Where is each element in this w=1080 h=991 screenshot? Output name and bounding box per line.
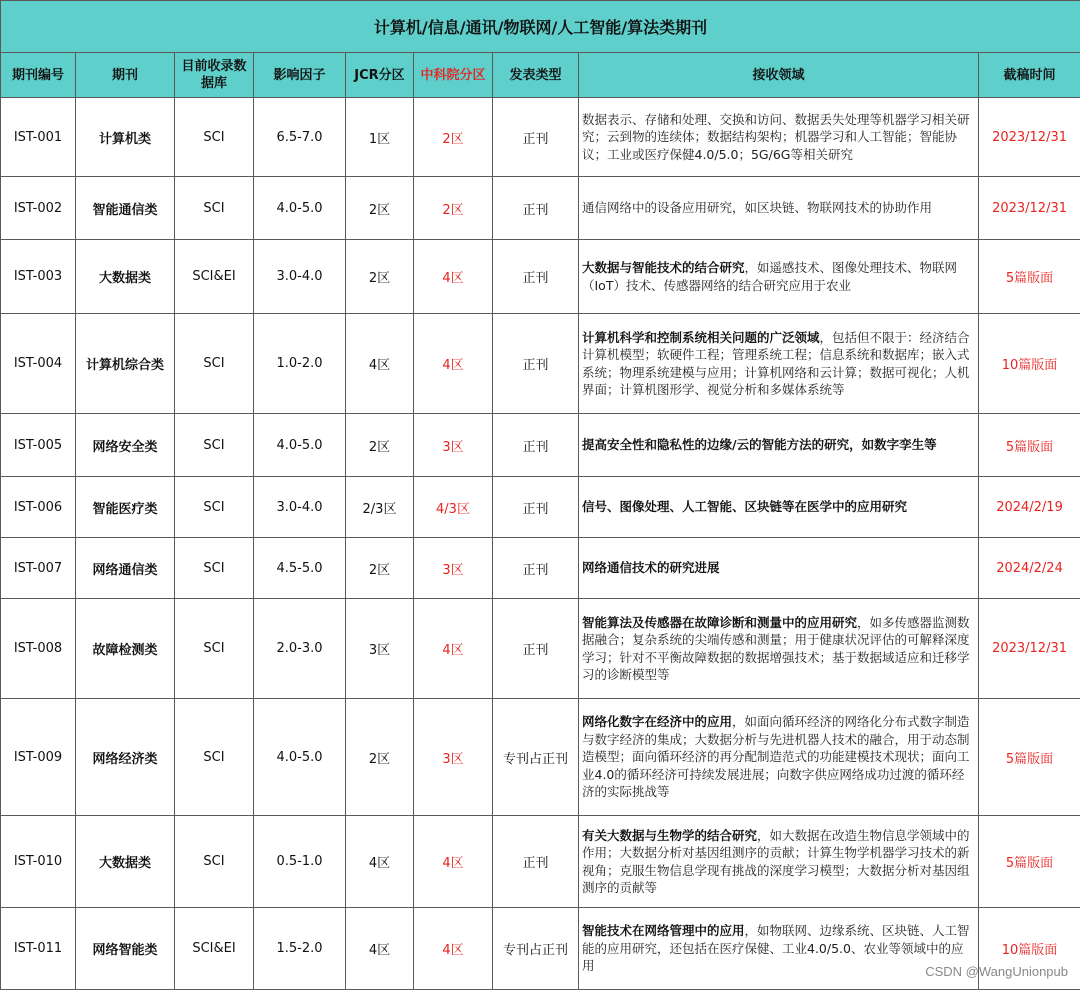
cell-database: SCI <box>175 816 254 908</box>
cell-impact-factor: 4.5-5.0 <box>254 538 346 599</box>
cell-scope <box>579 414 979 477</box>
col-header-scope: 接收领域 <box>579 53 979 98</box>
cell-database: SCI <box>175 98 254 177</box>
cell-deadline: 10篇版面 <box>979 908 1080 990</box>
cell-impact-factor: 6.5-7.0 <box>254 98 346 177</box>
scope-highlight: 有关大数据与生物学的结合研究 <box>582 827 758 843</box>
cell-type: 正刊 <box>493 314 579 414</box>
cell-jcr: 2区 <box>346 538 414 599</box>
cell-jcr: 2区 <box>346 414 414 477</box>
col-header-id: 期刊编号 <box>1 53 76 98</box>
cell-type: 正刊 <box>493 599 579 699</box>
scope-text: ，包括但不限于：经济结合计算机模型；软硬件工程；管理系统工程；信息系统和数据库；嵌入式系统；物理系统建模与应用；计算机网络和云计算；数据可视化；人机界面；计算机图形学、视觉分析和多媒体系统等 <box>582 329 970 397</box>
cell-impact-factor: 4.0-5.0 <box>254 414 346 477</box>
cell-cas: 4/3区 <box>414 477 493 538</box>
cell-type: 正刊 <box>493 240 579 314</box>
table-row <box>1 177 1080 240</box>
scope-highlight: 大数据与智能技术的结合研究 <box>582 260 745 275</box>
cell-type: 正刊 <box>493 414 579 477</box>
cell-cas: 3区 <box>414 538 493 599</box>
cell-cas: 2区 <box>414 98 493 177</box>
cell-scope <box>579 177 979 240</box>
table-row <box>1 538 1080 599</box>
cell-type: 正刊 <box>493 538 579 599</box>
cell-impact-factor: 1.5-2.0 <box>254 908 346 990</box>
table-row <box>1 908 1080 990</box>
cell-deadline: 2024/2/19 <box>979 477 1080 538</box>
cell-scope <box>579 599 979 699</box>
scope-text: ，如大数据在改造生物信息学领域中的作用；大数据分析对基因组测序的贡献；计算生物学机器学习技术的新视角；克服生物信息学现有挑战的深度学习模型；大数据分析对基因组测序的贡献等 <box>582 827 970 895</box>
cell-jcr: 1区 <box>346 98 414 177</box>
cell-database: SCI <box>175 177 254 240</box>
cell-id: IST-006 <box>1 477 76 538</box>
col-header-journal: 期刊 <box>76 53 175 98</box>
scope-text: ，如遥感技术、图像处理技术、物联网（IoT）技术、传感器网络的结合研究应用于农业 <box>582 260 958 293</box>
table-row <box>1 414 1080 477</box>
cell-journal: 网络经济类 <box>76 699 175 816</box>
cell-deadline: 2024/2/24 <box>979 538 1080 599</box>
cell-id: IST-011 <box>1 908 76 990</box>
table-title: 计算机/信息/通讯/物联网/人工智能/算法类期刊 <box>1 1 1080 53</box>
cell-scope <box>579 538 979 599</box>
cell-scope <box>579 908 979 990</box>
cell-jcr: 2区 <box>346 177 414 240</box>
cell-cas: 4区 <box>414 816 493 908</box>
cell-deadline: 5篇版面 <box>979 699 1080 816</box>
scope-text: 通信网络中的设备应用研究，如区块链、物联网技术的协助作用 <box>582 200 933 216</box>
cell-id: IST-001 <box>1 98 76 177</box>
cell-id: IST-003 <box>1 240 76 314</box>
cell-journal: 大数据类 <box>76 240 175 314</box>
scope-highlight: 智能技术在网络管理中的应用 <box>582 923 745 939</box>
cell-id: IST-007 <box>1 538 76 599</box>
scope-highlight: 计算机科学和控制系统相关问题的广泛领域 <box>582 329 820 345</box>
scope-highlight: 信号、图像处理、人工智能、区块链等在医学中的应用研究 <box>582 499 908 515</box>
cell-id: IST-009 <box>1 699 76 816</box>
cell-deadline: 10篇版面 <box>979 314 1080 414</box>
cell-cas: 4区 <box>414 599 493 699</box>
col-header-type: 发表类型 <box>493 53 579 98</box>
table-row <box>1 477 1080 538</box>
col-header-database: 目前收录数据库 <box>175 53 254 98</box>
scope-highlight: 智能算法及传感器在故障诊断和测量中的应用研究 <box>582 614 858 630</box>
cell-id: IST-002 <box>1 177 76 240</box>
table-row <box>1 599 1080 699</box>
cell-scope <box>579 98 979 177</box>
cell-database: SCI <box>175 538 254 599</box>
cell-id: IST-010 <box>1 816 76 908</box>
cell-cas: 4区 <box>414 908 493 990</box>
scope-text: ，如面向循环经济的网络化分布式数字制造与数字经济的集成；大数据分析与先进机器人技术的融合，用于动态制造模型；面向循环经济的再分配制造范式的功能建模技术现状；面向工业4.0的循环经济可持续发展进展；向数字供应网络成功过渡的循环经济的实际挑战等 <box>582 714 970 800</box>
watermark: CSDN @WangUnionpub <box>925 964 1068 979</box>
table-row <box>1 98 1080 177</box>
cell-impact-factor: 3.0-4.0 <box>254 240 346 314</box>
cell-jcr: 2区 <box>346 699 414 816</box>
cell-journal: 故障检测类 <box>76 599 175 699</box>
cell-jcr: 2区 <box>346 240 414 314</box>
scope-highlight: 提高安全性和隐私性的边缘/云的智能方法的研究，如数字孪生等 <box>582 437 937 453</box>
cell-id: IST-008 <box>1 599 76 699</box>
table-row <box>1 816 1080 908</box>
col-header-cas: 中科院分区 <box>414 53 493 98</box>
cell-jcr: 2/3区 <box>346 477 414 538</box>
cell-impact-factor: 2.0-3.0 <box>254 599 346 699</box>
cell-deadline: 5篇版面 <box>979 414 1080 477</box>
cell-jcr: 3区 <box>346 599 414 699</box>
cell-cas: 3区 <box>414 699 493 816</box>
cell-journal: 网络智能类 <box>76 908 175 990</box>
col-header-jcr: JCR分区 <box>346 53 414 98</box>
cell-database: SCI <box>175 599 254 699</box>
cell-database: SCI <box>175 314 254 414</box>
cell-id: IST-005 <box>1 414 76 477</box>
col-header-deadline: 截稿时间 <box>979 53 1080 98</box>
cell-journal: 网络通信类 <box>76 538 175 599</box>
cell-database: SCI&EI <box>175 908 254 990</box>
cell-database: SCI <box>175 699 254 816</box>
cell-deadline: 2023/12/31 <box>979 177 1080 240</box>
cell-deadline: 5篇版面 <box>979 240 1080 314</box>
cell-deadline: 5篇版面 <box>979 816 1080 908</box>
cell-journal: 大数据类 <box>76 816 175 908</box>
table-row <box>1 240 1080 314</box>
cell-cas: 3区 <box>414 414 493 477</box>
cell-scope <box>579 477 979 538</box>
cell-impact-factor: 3.0-4.0 <box>254 477 346 538</box>
cell-journal: 计算机类 <box>76 98 175 177</box>
cell-jcr: 4区 <box>346 314 414 414</box>
cell-scope <box>579 314 979 414</box>
cell-journal: 智能医疗类 <box>76 477 175 538</box>
cell-cas: 2区 <box>414 177 493 240</box>
cell-scope <box>579 816 979 908</box>
cell-scope <box>579 699 979 816</box>
cell-journal: 网络安全类 <box>76 414 175 477</box>
cell-type: 专刊占正刊 <box>493 908 579 990</box>
cell-database: SCI <box>175 414 254 477</box>
cell-impact-factor: 1.0-2.0 <box>254 314 346 414</box>
cell-impact-factor: 4.0-5.0 <box>254 699 346 816</box>
cell-type: 专刊占正刊 <box>493 699 579 816</box>
cell-id: IST-004 <box>1 314 76 414</box>
cell-cas: 4区 <box>414 240 493 314</box>
scope-text: ，如物联网、边缘系统、区块链、人工智能的应用研究，还包括在医疗保健、工业4.0/5.0、农业等领域中的应用 <box>582 923 970 974</box>
cell-cas: 4区 <box>414 314 493 414</box>
cell-jcr: 4区 <box>346 908 414 990</box>
scope-text: ，如多传感器监测数据融合；复杂系统的尖端传感和测量；用于健康状况评估的可解释深度学习；针对不平衡故障数据的数据增强技术；基于数据域适应和迁移学习的诊断模型等 <box>582 614 970 682</box>
header-row <box>1 53 1080 98</box>
cell-deadline: 2023/12/31 <box>979 599 1080 699</box>
cell-impact-factor: 4.0-5.0 <box>254 177 346 240</box>
table-row <box>1 699 1080 816</box>
cell-jcr: 4区 <box>346 816 414 908</box>
cell-database: SCI&EI <box>175 240 254 314</box>
cell-scope <box>579 240 979 314</box>
scope-text: 数据表示、存储和处理、交换和访问、数据丢失处理等机器学习相关研究；云到物的连续体；数据结构架构；机器学习和人工智能；智能协议；工业或医疗保健4.0/5.0；5G/6G等相关研究 <box>582 111 970 162</box>
table-row <box>1 314 1080 414</box>
cell-type: 正刊 <box>493 477 579 538</box>
scope-highlight: 网络化数字在经济中的应用 <box>582 714 733 730</box>
cell-database: SCI <box>175 477 254 538</box>
cell-deadline: 2023/12/31 <box>979 98 1080 177</box>
cell-type: 正刊 <box>493 177 579 240</box>
scope-highlight: 网络通信技术的研究进展 <box>582 560 720 576</box>
cell-type: 正刊 <box>493 98 579 177</box>
cell-journal: 计算机综合类 <box>76 314 175 414</box>
cell-type: 正刊 <box>493 816 579 908</box>
cell-journal: 智能通信类 <box>76 177 175 240</box>
col-header-impact-factor: 影响因子 <box>254 53 346 98</box>
cell-impact-factor: 0.5-1.0 <box>254 816 346 908</box>
